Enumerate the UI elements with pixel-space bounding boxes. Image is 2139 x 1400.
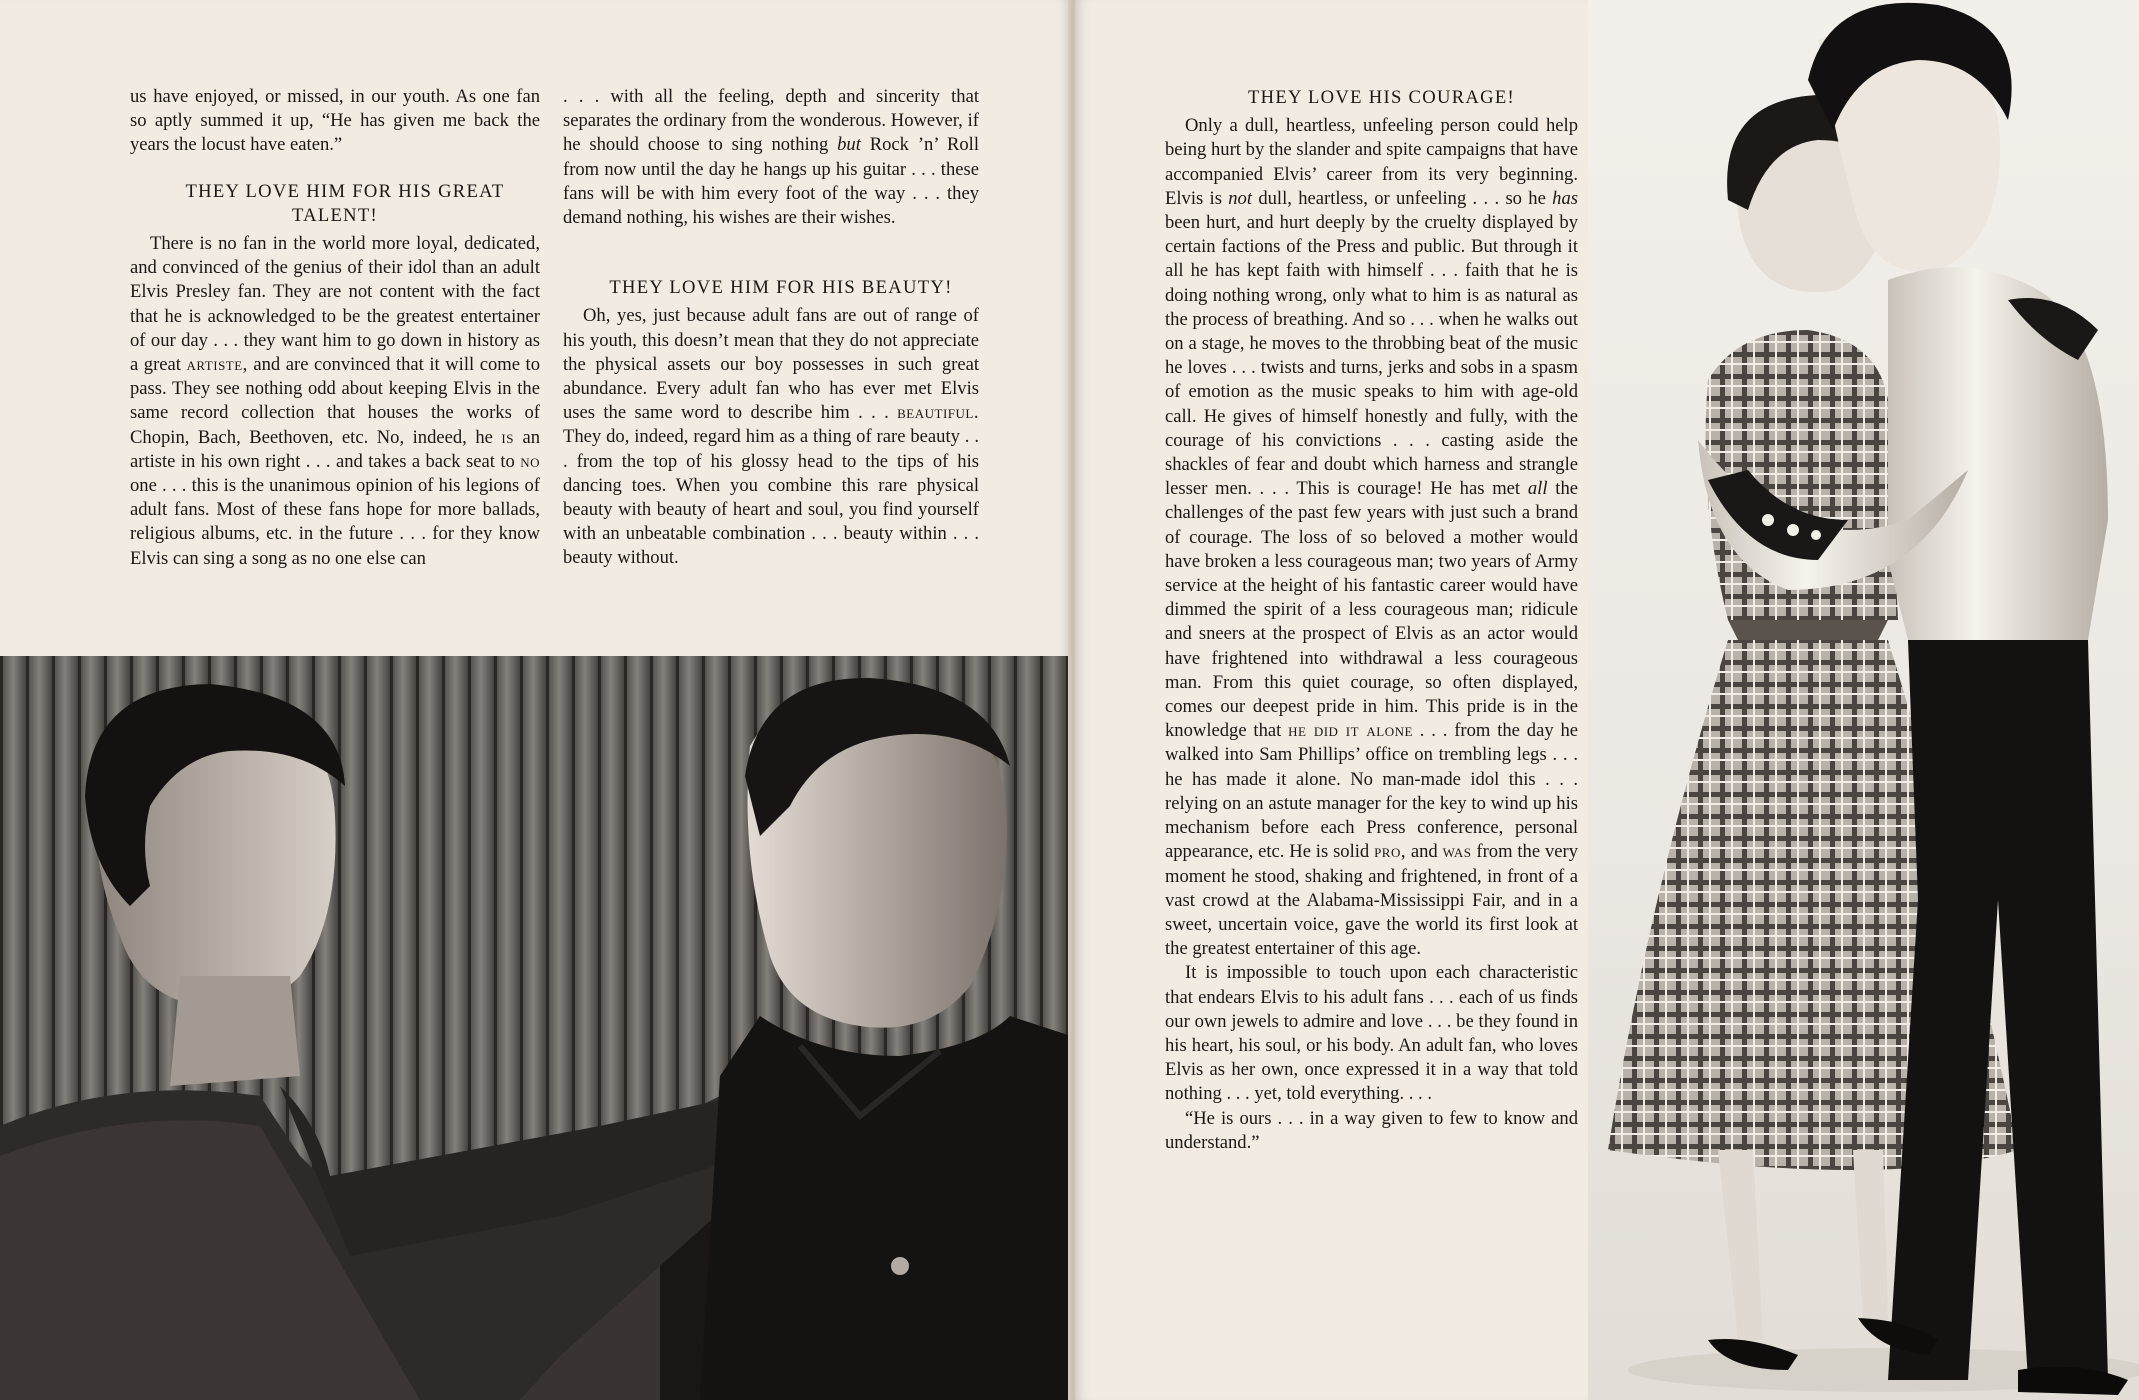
right-column <box>1165 86 1578 1155</box>
small-caps-beautiful: beautiful. <box>897 402 979 424</box>
beauty-paragraph: Oh, yes, just because adult fans are out of range of his youth, this doesn’t mean that they do not appreciate the physical assets our boy possesses in such great abundance. Every adult fan who has ever met Elvis uses the same word to describe him . . . beautiful. They do, indeed, regard him as a thing of rare beauty . . . from the top of his glossy head to the tips of his dancing toes. When you combine this rare physical beauty with beauty of heart and soul, you find yourself with an unbeatable combination . . . beauty within . . . beauty without. <box>563 305 979 569</box>
small-caps-he-did-it-alone: he did it alone <box>1288 720 1413 742</box>
heading-courage: THEY LOVE HIS COURAGE! <box>1247 87 1516 108</box>
right-page <box>1075 0 2139 1400</box>
small-caps-no: no <box>520 450 540 472</box>
heading-beauty: THEY LOVE HIM FOR HIS BEAUTY! <box>609 277 953 299</box>
italic-not: not <box>1228 187 1253 209</box>
italic-but: but <box>837 134 861 156</box>
photo-elvis-embracing-woman-illustration <box>1588 0 2139 1400</box>
small-caps-pro: pro, <box>1374 841 1407 863</box>
impossible-paragraph: It is impossible to touch upon each characteristic that endears Elvis to his adult fans . . . each of us finds our own jewels to admire and love . . . be they found in his heart, his soul, or his body. An adult fan, who loves Elvis as her own, once expressed it in a way that told nothing . . . yet, told everything. . . . <box>1165 962 1578 1105</box>
intro-paragraph: us have enjoyed, or missed, in our youth. As one fan so aptly summed it up, “He has given me back the years the locust have eaten.” <box>130 86 540 156</box>
italic-all: all <box>1527 478 1548 500</box>
courage-paragraph: Only a dull, heartless, unfeeling person could help being hurt by the slander and spite campaigns that have accompanied Elvis’ career from its very beginning. Elvis is not dull, heartless, or unfeeling . . . so he has been hurt, and hurt deeply by the cruelty displayed by certain factions of the Press and public. But through it all he has kept faith with himself . . . faith that he is doing nothing wrong, only what to him is as natural as the process of breathing. And so . . . when he walks out on a stage, he moves to the throbbing beat of the music he loves . . . twists and turns, jerks and sobs in a spasm of emotion as the music speaks to him with age-old call. He gives of himself honestly and fully, with the courage of his convictions . . . casting aside the shackles of fear and doubt which harness and strangle lesser men. . . . This is courage! He has met all the challenges of the past few years with just such a brand of courage. The loss of so beloved a mother would have broken a less courageous man; two years of Army service at the height of his fantastic career would have dimmed the spirit of a less courageous man; ridicule and sneers at the prospect of Elvis as an actor would have frightened into withdrawal a less courageous man. From this quiet courage, so often displayed, comes our deepest pride in him. This pride is in the knowledge that he did it alone . . . from the day he walked into Sam Phillips’ office on trembling legs . . . he has made it alone. No man-made idol this . . . relying on an astute manager for the key to wind up his mechanism before each Press conference, personal appearance, etc. He is solid pro, and was from the very moment he stood, shaking and frightened, in front of a vast crowd at the Alabama-Mississippi Fair, and in a sweet, uncertain voice, gave the world its first look at the greatest entertainer of this age. <box>1165 115 1579 960</box>
heading-great-talent: THEY LOVE HIM FOR HIS GREAT TALENT! <box>185 180 505 226</box>
talent-paragraph: There is no fan in the world more loyal, dedicated, and convinced of the genius of their idol than an adult Elvis Presley fan. They are not content with the fact that he is acknowledged to be the greatest entertainer of our day . . . they want him to go down in history as a great artiste, and are convinced that it will come to pass. They see nothing odd about keeping Elvis in the same record collection that houses the works of Chopin, Bach, Beethoven, etc. No, indeed, he is an artiste in his own right . . . and takes a back seat to no one . . . this is the unanimous opinion of his legions of adult fans. Most of these fans hope for more ballads, religious albums, etc. in the future . . . for they know Elvis can sing a song as no one else can <box>130 233 540 569</box>
closing-quote-paragraph: “He is ours . . . in a way given to few to know and understand.” <box>1165 1107 1578 1153</box>
continuation-paragraph: . . . with all the feeling, depth and sincerity that separates the ordinary from the wonderous. However, if he should choose to sing nothing but Rock ’n’ Roll from now until the day he hangs up his guitar . . . these fans will be with him every foot of the way . . . they demand nothing, his wishes are their wishes. <box>563 86 980 229</box>
italic-has: has <box>1552 187 1578 209</box>
photo-elvis-embracing-woman <box>1588 0 2139 1400</box>
photo-elvis-with-man-illustration <box>0 656 1071 1400</box>
small-caps-artiste: artiste, <box>186 354 248 376</box>
left-column-2 <box>563 85 979 571</box>
small-caps-was: was <box>1442 841 1472 863</box>
left-column-1 <box>130 85 540 571</box>
small-caps-is: is <box>501 426 514 448</box>
photo-elvis-with-man <box>0 656 1071 1400</box>
